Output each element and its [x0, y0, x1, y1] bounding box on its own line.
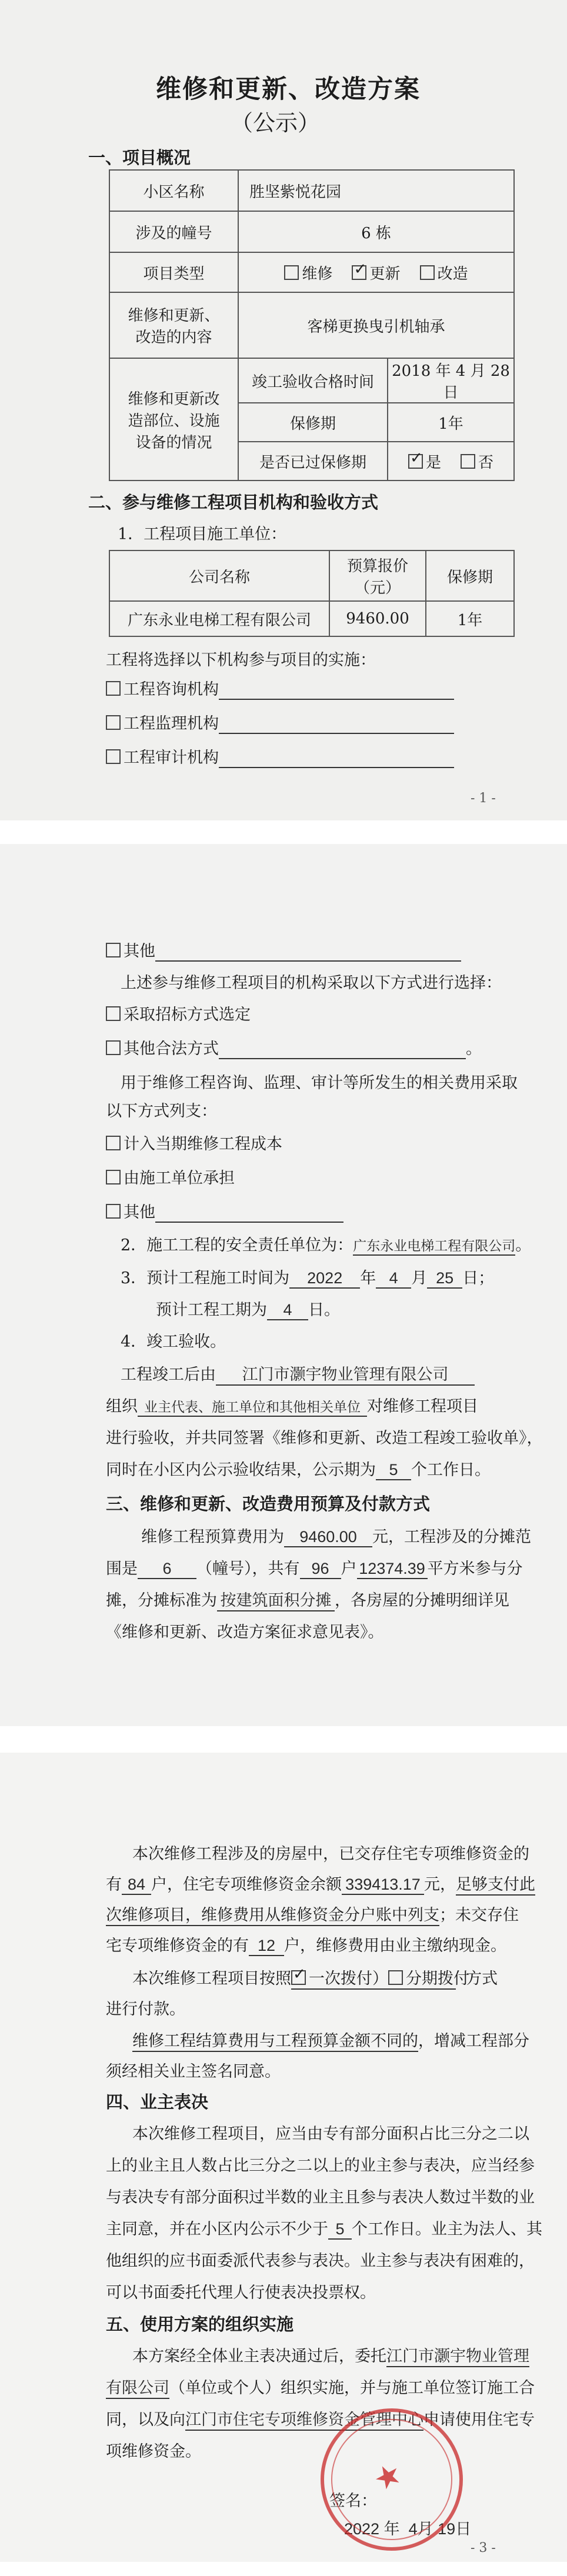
- text: ，各房屋的分摊明细详见: [335, 1591, 509, 1610]
- section-heading-2: 二、参与维修工程项目机构和验收方式: [88, 492, 379, 512]
- company-name: 广东永业电梯工程有限公司: [109, 601, 329, 636]
- checkbox-label: 维修: [302, 265, 333, 283]
- vote-line-2: 上的业主且人数占比三分之二以上的业主参与表决，应当经参: [106, 2157, 535, 2175]
- page-gap: [0, 1726, 567, 1753]
- budget-line-4: 《维修和更新、改造方案征求意见表》。: [106, 1623, 384, 1641]
- unit: 年: [360, 1269, 376, 1287]
- unit: 月: [411, 1269, 428, 1287]
- publicity-days: 5: [376, 1461, 411, 1480]
- page-number: - 3 -: [471, 2541, 496, 2555]
- checkbox-label: 否: [478, 453, 494, 472]
- project-overview-table: [109, 169, 515, 481]
- checkbox-renovate[interactable]: [420, 265, 435, 280]
- cell-label: 保修期: [238, 403, 388, 442]
- checkbox-update[interactable]: [352, 265, 366, 280]
- fee-option-3: [106, 1199, 343, 1223]
- text: （单位或个人）组织实施，并与施工单位签订施工合: [169, 2379, 535, 2397]
- page-gap: [0, 820, 567, 844]
- warranty-period: 1年: [426, 601, 514, 636]
- cell-label: 竣工验收合格时间: [238, 358, 388, 403]
- checkbox-label: 工程审计机构: [124, 749, 219, 767]
- text: 元，: [424, 1876, 456, 1894]
- cell-label: 项目类型: [109, 252, 238, 292]
- cell-label: 涉及的幢号: [109, 211, 238, 252]
- item-3: [121, 1265, 494, 1289]
- fund-line-3: [106, 1902, 519, 1926]
- checkbox-label: 其他: [124, 1203, 155, 1222]
- text: 元，工程涉及的分摊范: [372, 1528, 531, 1546]
- blank-line: [155, 942, 461, 962]
- checkbox-label: 由施工单位承担: [124, 1169, 235, 1187]
- checkbox-label: 计入当期维修工程成本: [124, 1135, 282, 1153]
- text: 工程竣工后由: [121, 1366, 216, 1384]
- item-2-suffix: 。: [515, 1236, 532, 1254]
- payment-line-2: 进行付款。: [106, 2000, 185, 2018]
- sign-label: 签名: [329, 2492, 361, 2510]
- document-subtitle: （公示）: [231, 110, 321, 136]
- budget-line-1: [141, 1524, 531, 1547]
- period-prefix: 预计工程工期为: [156, 1301, 267, 1319]
- cell-label: [109, 358, 238, 481]
- safety-unit: 广东永业电梯工程有限公司: [353, 1235, 515, 1256]
- section-heading-3: 三、维修和更新、改造费用预算及付款方式: [106, 1494, 431, 1514]
- checkbox-repair[interactable]: [284, 265, 299, 280]
- unpaid-household-count: 12: [249, 1937, 284, 1956]
- text: ；未交存住: [439, 1906, 519, 1924]
- text: 同时在小区内公示验收结果，公示期为: [106, 1461, 376, 1479]
- blank-line: [219, 680, 454, 700]
- checkbox-label: 改造: [437, 265, 468, 283]
- settlement-line-1: [132, 2028, 529, 2052]
- checkbox-label: 工程监理机构: [124, 715, 219, 733]
- allocation-standard: 按建筑面积分摊: [217, 1587, 335, 1611]
- text: ，增减工程部分: [418, 2032, 529, 2050]
- sign-date: 2022 年 4月 19日: [344, 2520, 472, 2538]
- cell-value-warranty: 1年: [388, 403, 514, 442]
- way-tender: [106, 1002, 251, 1025]
- checkbox-no[interactable]: [461, 454, 475, 469]
- acceptance-line-1: [121, 1362, 475, 1386]
- header-line: （元）: [354, 579, 401, 597]
- label-line: 改造的内容: [135, 329, 212, 346]
- text: 维修工程预算费用为: [141, 1528, 284, 1546]
- checkbox-label: 一次拨付: [309, 1970, 372, 1988]
- fund-line-4: [106, 1933, 506, 1956]
- settlement-text: 维修工程结算费用与工程预算金额不同的: [132, 2028, 418, 2052]
- cell-value-building: 6 栋: [238, 211, 514, 252]
- text: 平方米参与分: [427, 1560, 523, 1578]
- org-line-1: [132, 2343, 529, 2367]
- fee-text-line2: 以下方式列支：: [106, 1102, 217, 1120]
- label-line: 维修和更新改: [128, 390, 220, 408]
- checkbox-installments[interactable]: [388, 1970, 403, 1985]
- vote-line-4: [106, 2216, 542, 2240]
- building-number: 6: [138, 1560, 196, 1579]
- text: 个工作日。业主为法人、其: [352, 2220, 542, 2238]
- org-line-2: [106, 2375, 535, 2399]
- checkbox-label: 采取招标方式选定: [124, 1006, 251, 1024]
- fund-balance: 339413.17: [342, 1876, 424, 1895]
- unit: 日；: [462, 1269, 495, 1287]
- section-heading-1: 一、项目概况: [88, 148, 191, 168]
- sign-day: 19: [438, 2520, 456, 2538]
- checkbox-supervision[interactable]: [106, 715, 121, 730]
- acceptance-line-4: [106, 1457, 491, 1480]
- warranty-expired-options: [388, 442, 514, 481]
- checkbox-fee-contractor[interactable]: [106, 1170, 121, 1184]
- label-line: 造部位、设施: [128, 412, 220, 430]
- text: 宅专项维修资金的有: [106, 1937, 249, 1955]
- fund-source-text: 次维修项目，维修费用从维修资金分户账中列支: [106, 1902, 439, 1926]
- text: 本次维修工程项目按照: [132, 1970, 291, 1988]
- text: 申请使用住宅专: [423, 2411, 535, 2429]
- fund-line-2: [106, 1871, 535, 1896]
- section-heading-5: 五、使用方案的组织实施: [106, 2314, 294, 2334]
- settlement-line-2: 须经相关业主签名同意。: [106, 2063, 281, 2081]
- acceptance-participants: 业主代表、施工单位和其他相关单位: [138, 1396, 367, 1417]
- text: 本方案经全体业主表决通过后，委托: [132, 2347, 386, 2365]
- area-sqm: 12374.39: [357, 1560, 428, 1579]
- checkbox-audit[interactable]: [106, 749, 121, 764]
- checkbox-label: 其他: [124, 942, 155, 960]
- header-company: 公司名称: [109, 550, 329, 601]
- fund-center: 江门市住宅专项维修资金管理中心: [185, 2407, 423, 2431]
- checkbox-label: 是: [425, 453, 441, 472]
- text: 组织: [106, 1397, 138, 1416]
- header-line: 预算报价: [346, 558, 408, 575]
- signature-line: 签名：: [329, 2492, 377, 2510]
- sign-month: 4: [408, 2520, 418, 2538]
- budget-line-3: [106, 1587, 509, 1611]
- vote-line-5: 他组织的应书面委派代表参与表决。业主参与表决有困难的，: [106, 2252, 535, 2270]
- paid-household-count: 84: [122, 1876, 151, 1895]
- label-line: 设备的情况: [135, 433, 212, 452]
- budget-price: 9460.00: [329, 601, 426, 636]
- text: 有: [106, 1876, 122, 1894]
- vote-line-3: 与表决专有部分面积过半数的业主且参与表决人数过半数的业: [106, 2188, 535, 2207]
- vote-line-6: 可以书面委托代理人行使表决投票权。: [106, 2284, 376, 2302]
- acceptance-line-2: [106, 1393, 478, 1417]
- budget-amount: 9460.00: [284, 1528, 372, 1547]
- checkbox-label: 分期拨付: [406, 1970, 469, 1988]
- text: 方式: [466, 1970, 498, 1988]
- cell-label: 小区名称: [109, 170, 238, 211]
- sign-year: 2022: [344, 2520, 380, 2538]
- vote-line-1: 本次维修工程项目，应当由专有部分面积占比三分之二以: [132, 2125, 529, 2143]
- cell-label: 是否已过保修期: [238, 442, 388, 481]
- org-supervision: [106, 710, 454, 734]
- blank-line: [219, 715, 454, 734]
- blank-line: [219, 749, 454, 768]
- org-other: [106, 938, 461, 962]
- item-3-period: [156, 1297, 340, 1320]
- text: 围是: [106, 1560, 138, 1578]
- start-year: 2022: [289, 1269, 360, 1289]
- start-day: 25: [427, 1269, 462, 1289]
- start-month: 4: [376, 1269, 411, 1289]
- checkbox-other-org[interactable]: [106, 943, 121, 957]
- sign-unit: 日: [455, 2520, 472, 2538]
- period-days: 4: [267, 1301, 308, 1320]
- checkbox-fee-cost[interactable]: [106, 1136, 121, 1150]
- label-line: 维修和更新、: [128, 307, 220, 325]
- choose-text: 工程将选择以下机构参与项目的实施：: [106, 651, 376, 669]
- text: 个工作日。: [411, 1461, 491, 1479]
- checkbox-label: 其他合法方式: [124, 1040, 219, 1058]
- page-2: [0, 844, 567, 1726]
- text: 户，住宅专项维修资金余额: [151, 1876, 342, 1894]
- select-text: 上述参与维修工程项目的机构采取以下方式进行选择：: [121, 974, 502, 992]
- seal-star-icon: ★: [367, 2455, 409, 2499]
- page-1: [0, 0, 567, 820]
- fund-line-1: 本次维修工程涉及的房屋中，已交存住宅专项维修资金的: [132, 1845, 529, 1863]
- way-other: 其他合法方式 。: [106, 1036, 482, 1059]
- contractor-table: [109, 550, 515, 637]
- section-heading-4: 四、业主表决: [106, 2092, 209, 2112]
- page-3: [0, 1753, 567, 2562]
- blank-line: [155, 1203, 343, 1223]
- text: 户: [341, 1560, 357, 1578]
- household-count: 96: [300, 1560, 341, 1579]
- checkbox-fee-other[interactable]: [106, 1204, 121, 1219]
- checkbox-yes[interactable]: [408, 454, 423, 469]
- checkbox-label: 工程咨询机构: [124, 680, 219, 699]
- fee-option-2: [106, 1165, 235, 1188]
- checkbox-tender[interactable]: [106, 1006, 121, 1021]
- header-warranty: 保修期: [426, 550, 514, 601]
- item-4: 4．竣工验收。: [121, 1333, 226, 1351]
- item-2-prefix: 2．施工工程的安全责任单位为：: [121, 1236, 353, 1254]
- payment-line-1: [132, 1966, 498, 1990]
- text: 同，以及向: [106, 2411, 185, 2429]
- org-line-3: [106, 2407, 535, 2431]
- cell-value-acceptance-date: 2018 年 4 月 28 日: [388, 358, 514, 403]
- organizer-company: 江门市灏宇物业管理: [386, 2343, 529, 2367]
- cell-value-content: 客梯更换曳引机轴承: [238, 292, 514, 358]
- fee-option-1: [106, 1131, 282, 1154]
- payment-options: ✓ 一次拨付） 分期拨付: [291, 1966, 456, 1990]
- text: 主同意，并在小区内公示不少于: [106, 2220, 328, 2238]
- acceptance-organizer: 江门市灏宇物业管理有限公司: [216, 1362, 475, 1386]
- text: 户，维修费用由业主缴纳现金。: [284, 1937, 506, 1955]
- text: 摊，分摊标准为: [106, 1591, 217, 1610]
- sufficiency-text: 足够支付此: [456, 1871, 535, 1896]
- text: 对维修工程项目: [367, 1397, 478, 1416]
- project-type-options: [238, 252, 514, 292]
- checkbox-consulting[interactable]: [106, 681, 121, 696]
- budget-line-2: [106, 1556, 523, 1579]
- cell-label: [109, 292, 238, 358]
- org-audit: [106, 745, 454, 768]
- organizer-company-suffix: 有限公司: [106, 2375, 169, 2399]
- page-number: - 1 -: [471, 791, 496, 806]
- checkbox-lump-sum[interactable]: [291, 1970, 306, 1985]
- publicity-days: 5: [328, 2220, 352, 2240]
- item-3-prefix: 3．预计工程施工时间为: [121, 1269, 290, 1287]
- text: （幢号），共有: [196, 1560, 300, 1578]
- unit: 日。: [308, 1301, 340, 1319]
- acceptance-line-3: 进行验收，并共同签署《维修和更新、改造工程竣工验收单》，: [106, 1429, 543, 1447]
- document-title: 维修和更新、改造方案: [156, 75, 421, 104]
- item-2: [121, 1232, 531, 1256]
- org-line-4: 项维修资金。: [106, 2442, 201, 2461]
- org-consulting: [106, 676, 454, 700]
- fee-text-line1: 用于维修工程咨询、监理、审计等所发生的相关费用采取: [121, 1074, 518, 1092]
- cell-value-community: 胜坚紫悦花园: [238, 170, 514, 211]
- header-price: [329, 550, 426, 601]
- item-1: 1．工程项目施工单位：: [118, 525, 287, 543]
- checkbox-other-way[interactable]: [106, 1040, 121, 1055]
- checkbox-label: 更新: [369, 265, 401, 283]
- blank-line: [219, 1040, 466, 1059]
